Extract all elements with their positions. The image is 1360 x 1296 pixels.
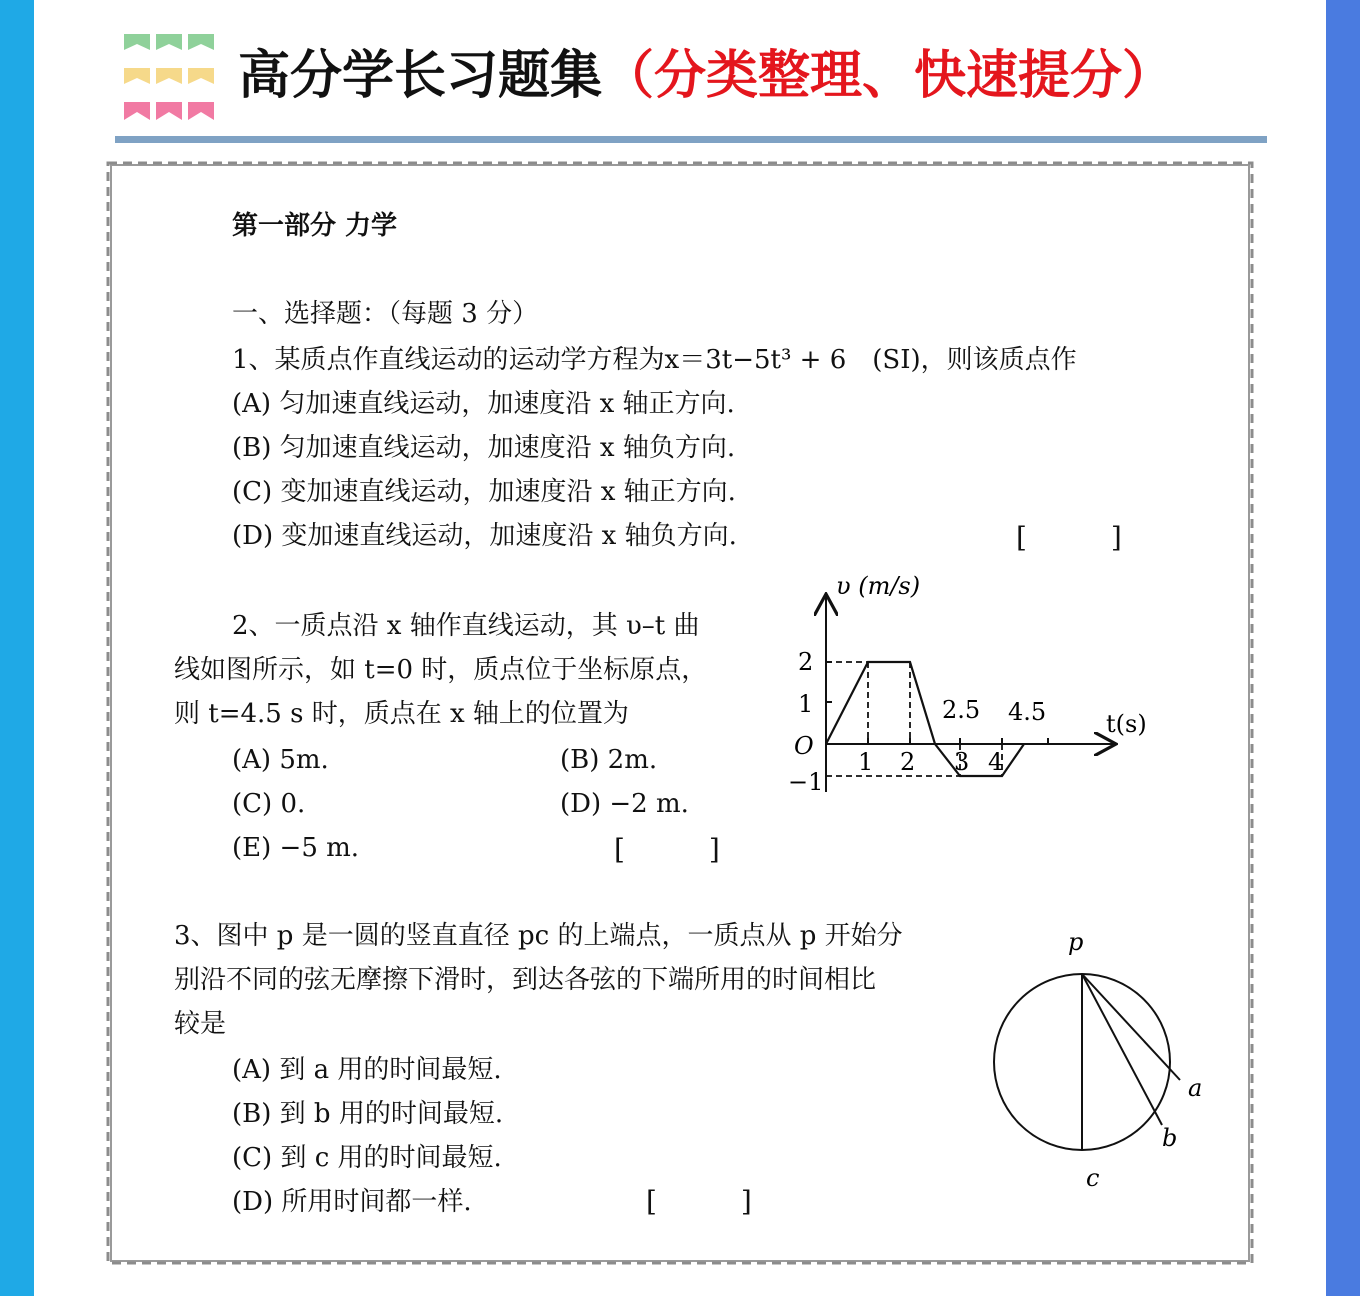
q3-option-d: (D) 所用时间都一样. [232,1187,472,1217]
q3-answer-box: [ ] [646,1185,752,1218]
x-tick-2: 2 [900,748,916,776]
q2-option-c: (C) 0. [232,789,306,819]
q3-option-b: (B) 到 b 用的时间最短. [232,1099,504,1129]
q1-option-b: (B) 匀加速直线运动，加速度沿 x 轴负方向. [232,433,736,463]
bunting-logo-icon [120,32,220,128]
q2-option-e: (E) −5 m. [232,833,360,863]
q2-answer-box: [ ] [614,833,720,866]
label-a: a [1188,1074,1203,1102]
part-heading: 一、选择题：（每题 3 分） [232,299,539,329]
section-title: 第一部分 力学 [232,211,398,241]
page-title [238,38,1174,114]
y-tick-2: 2 [798,648,814,676]
x-tick-4-5: 4.5 [1008,698,1047,726]
x-axis-label: t(s) [1106,710,1147,738]
q1-option-d: (D) 变加速直线运动，加速度沿 x 轴负方向. [232,521,737,551]
q1-answer-box: [ ] [1016,521,1122,554]
chord-pb [1082,974,1162,1125]
q2-velocity-time-graph [780,570,1170,810]
left-side-bar [0,0,34,1296]
q3-stem-line-2: 别沿不同的弦无摩擦下滑时，到达各弦的下端所用的时间相比 [174,965,877,995]
origin-label: O [794,732,814,760]
x-tick-4: 4 [988,748,1004,776]
q2-option-b: (B) 2m. [560,745,658,775]
y-tick-1: 1 [798,690,814,718]
q3-stem-line-3: 较是 [174,1009,227,1039]
q2-stem-line-3: 则 t=4.5 s 时，质点在 x 轴上的位置为 [174,699,629,729]
q3-stem-line-1: 3、图中 p 是一圆的竖直直径 pc 的上端点，一质点从 p 开始分 [174,921,903,951]
q1-option-c: (C) 变加速直线运动，加速度沿 x 轴正方向. [232,477,736,507]
q2-option-a: (A) 5m. [232,745,329,775]
label-c: c [1086,1164,1100,1192]
label-p: p [1068,928,1084,956]
q2-stem-line-2: 线如图所示，如 t=0 时，质点位于坐标原点， [174,655,708,685]
x-tick-1: 1 [858,748,874,776]
q3-option-c: (C) 到 c 用的时间最短. [232,1143,502,1173]
q1-option-a: (A) 匀加速直线运动，加速度沿 x 轴正方向. [232,389,735,419]
title-subtitle: （分类整理、快速提分） [602,46,1175,106]
q3-option-a: (A) 到 a 用的时间最短. [232,1055,502,1085]
q3-circle-figure [980,920,1220,1200]
y-axis-label: υ (m/s) [836,572,921,600]
q2-stem-line-1: 2、一质点沿 x 轴作直线运动，其 υ–t 曲 [232,611,700,641]
q1-stem: 1、某质点作直线运动的运动学方程为x＝3t−5t³ + 6 (SI)，则该质点作 [232,345,1077,375]
x-tick-3: 3 [954,748,970,776]
y-tick-neg1: −1 [788,768,824,796]
x-tick-2-5: 2.5 [942,696,981,724]
right-side-bar [1326,0,1360,1296]
title-main: 高分学长习题集 [238,46,603,106]
header-divider [115,136,1267,143]
label-b: b [1162,1124,1178,1152]
q2-option-d: (D) −2 m. [560,789,689,819]
